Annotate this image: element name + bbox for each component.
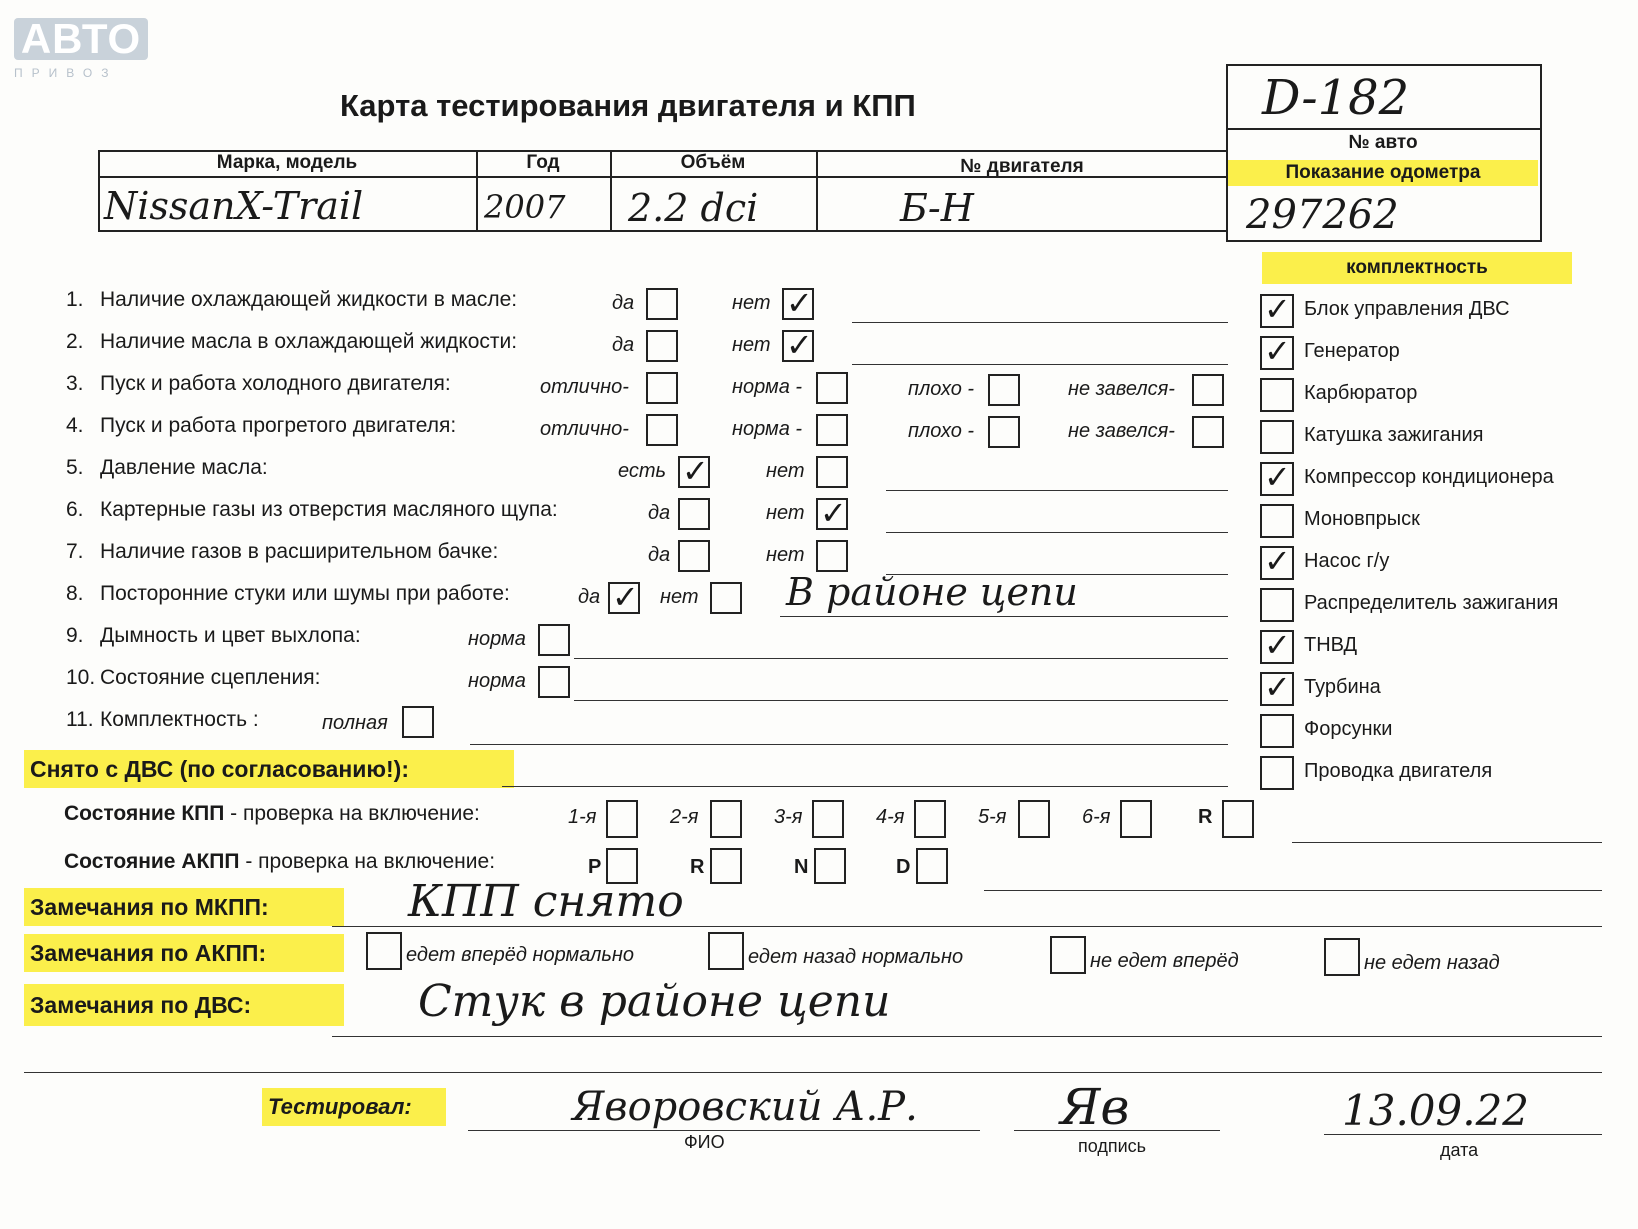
check-icon: ✓ [612,578,639,616]
q2-yes-checkbox[interactable] [646,330,678,362]
col-volume: Объём [680,152,746,173]
check-icon: ✓ [1264,290,1291,328]
komplekt-checkbox-8[interactable] [1260,588,1294,622]
mkpp-notes-value: КПП снято [408,876,684,927]
q4-excellent-checkbox[interactable] [646,414,678,446]
q4-text: Пуск и работа прогретого двигателя: [100,414,457,437]
komplekt-checkbox-6[interactable] [1260,504,1294,538]
q4-not-started-checkbox[interactable] [1192,416,1224,448]
q3-text: Пуск и работа холодного двигателя: [100,372,451,395]
komplekt-checkbox-10[interactable] [1260,668,1294,706]
date-value: 13.09.22 [1342,1086,1530,1135]
akpp-mode-p: P [588,856,602,878]
komplekt-item-label: Генератор [1304,340,1400,362]
q2-no-checkbox[interactable] [782,326,814,364]
kpp-gear-6: 6-я [1082,806,1111,828]
komplekt-item-label: Катушка зажигания [1304,424,1484,446]
q1-no-checkbox[interactable] [782,284,814,322]
komplekt-item-label: ТНВД [1304,634,1358,656]
tested-by-label: Тестировал: [262,1088,446,1126]
komplekt-checkbox-7[interactable] [1260,542,1294,580]
page-title: Карта тестирования двигателя и КПП [340,88,916,123]
col-engine-number: № двигателя [960,156,1084,177]
kpp-gear-5-checkbox[interactable] [1018,800,1050,838]
q3-not-started-checkbox[interactable] [1192,374,1224,406]
check-icon: ✓ [1264,626,1291,664]
q3-bad-checkbox[interactable] [988,374,1020,406]
q4-number: 4. [66,414,84,437]
kpp-gear-1-checkbox[interactable] [606,800,638,838]
q3-opt-not-started: не завелся- [1068,378,1175,400]
q7-number: 7. [66,540,84,563]
q8-opt-no: нет [660,586,699,608]
q1-text: Наличие охлаждающей жидкости в масле: [100,288,518,311]
year-value: 2007 [484,188,566,226]
q9-text: Дымность и цвет выхлопа: [100,624,361,647]
komplekt-title: комплектность [1262,252,1572,284]
q5-text: Давление масла: [100,456,268,479]
dvs-notes-value: Стук в районе цепи [418,976,891,1027]
komplekt-item-label: Турбина [1304,676,1381,698]
q4-opt-excellent: отлично- [540,418,629,440]
auto-number-value: D-182 [1262,70,1410,126]
q6-number: 6. [66,498,84,521]
check-icon: ✓ [820,494,847,532]
akpp-mode-d-checkbox[interactable] [916,848,948,884]
q8-opt-yes: да [578,586,601,608]
q3-number: 3. [66,372,84,395]
tester-name-value: Яворовский А.Р. [572,1084,918,1130]
q7-no-checkbox[interactable] [816,540,848,572]
q8-no-checkbox[interactable] [710,582,742,614]
logo-subtitle: ПРИВОЗ [14,66,118,80]
col-year: Год [526,152,560,173]
q8-text: Посторонние стуки или шумы при работе: [100,582,510,605]
komplekt-checkbox-11[interactable] [1260,714,1294,748]
q2-opt-no: нет [732,334,771,356]
q11-opt-full: полная [322,712,388,734]
komplekt-checkbox-9[interactable] [1260,626,1294,664]
komplekt-item-label: Насос г/у [1304,550,1390,572]
q2-text: Наличие масла в охлаждающей жидкости: [100,330,518,353]
q6-text: Картерные газы из отверстия масляного щупа: [100,498,558,521]
kpp-label: Состояние КПП - проверка на включение: [64,802,480,825]
auto-number-label: № авто [1348,132,1418,153]
q8-yes-checkbox[interactable] [608,578,640,616]
q7-yes-checkbox[interactable] [678,540,710,572]
q9-normal-checkbox[interactable] [538,624,570,656]
removed-section-title: Снято с ДВС (по согласованию!): [24,750,514,788]
akpp-notes-title: Замечания по АКПП: [24,934,344,972]
akpp-mode-n-checkbox[interactable] [814,848,846,884]
komplekt-item-label: Блок управления ДВС [1304,298,1510,320]
mkpp-notes-title: Замечания по МКПП: [24,888,344,926]
q9-number: 9. [66,624,84,647]
akpp-mode-r-checkbox[interactable] [710,848,742,884]
kpp-gear-1: 1-я [568,806,597,828]
q1-opt-no: нет [732,292,771,314]
q11-number: 11. [66,708,94,731]
kpp-gear-3-checkbox[interactable] [812,800,844,838]
akpp-label: Состояние АКПП - проверка на включение: [64,850,496,873]
check-icon: ✓ [682,452,709,490]
q3-excellent-checkbox[interactable] [646,372,678,404]
q1-number: 1. [66,288,84,311]
kpp-gear-2-checkbox[interactable] [710,800,742,838]
komplekt-checkbox-4[interactable] [1260,420,1294,454]
akpp-no-forward-checkbox[interactable] [1050,936,1086,974]
brand-model-value: NissanX-Trail [104,184,364,228]
kpp-gear-r: R [1198,806,1213,828]
q6-no-checkbox[interactable] [816,494,848,532]
kpp-gear-r-checkbox[interactable] [1222,800,1254,838]
q2-number: 2. [66,330,84,353]
volume-value: 2.2 dci [628,186,759,230]
kpp-gear-4: 4-я [876,806,905,828]
akpp-no-backward: не едет назад [1364,952,1500,974]
akpp-forward-ok: едет вперёд нормально [406,944,635,966]
komplekt-checkbox-5[interactable] [1260,458,1294,496]
q6-opt-no: нет [766,502,805,524]
q9-opt-normal: норма [468,628,526,650]
date-label: дата [1440,1140,1479,1160]
q5-no-checkbox[interactable] [816,456,848,488]
q4-opt-normal: норма - [732,418,803,440]
kpp-gear-3: 3-я [774,806,803,828]
akpp-forward-ok-checkbox[interactable] [366,932,402,970]
komplekt-item-label: Форсунки [1304,718,1393,740]
q4-normal-checkbox[interactable] [816,414,848,446]
akpp-mode-r: R [690,856,705,878]
akpp-no-backward-checkbox[interactable] [1324,938,1360,976]
komplekt-checkbox-12[interactable] [1260,756,1294,790]
q3-opt-bad: плохо - [908,378,975,400]
q7-opt-no: нет [766,544,805,566]
akpp-backward-ok: едет назад нормально [748,946,964,968]
q3-opt-excellent: отлично- [540,376,629,398]
q11-text: Комплектность : [100,708,259,731]
fio-label: ФИО [684,1132,725,1152]
check-icon: ✓ [1264,542,1291,580]
check-icon: ✓ [786,284,813,322]
kpp-gear-4-checkbox[interactable] [914,800,946,838]
engine-number-value: Б-Н [900,186,974,230]
q5-yes-checkbox[interactable] [678,452,710,490]
col-brand-model: Марка, модель [216,152,358,173]
q8-number: 8. [66,582,84,605]
q10-number: 10. [66,666,96,689]
komplekt-checkbox-2[interactable] [1260,332,1294,370]
komplekt-checkbox-1[interactable] [1260,290,1294,328]
q5-opt-yes: есть [618,460,667,482]
q2-opt-yes: да [612,334,635,356]
q8-note-value: В районе цепи [786,570,1078,614]
q4-opt-bad: плохо - [908,420,975,442]
komplekt-checkbox-3[interactable] [1260,378,1294,412]
q5-opt-no: нет [766,460,805,482]
check-icon: ✓ [786,326,813,364]
logo: АВТО [14,18,148,60]
akpp-mode-n: N [794,856,809,878]
q4-opt-not-started: не завелся- [1068,420,1175,442]
q4-bad-checkbox[interactable] [988,416,1020,448]
q1-opt-yes: да [612,292,635,314]
check-icon: ✓ [1264,668,1291,706]
q10-normal-checkbox[interactable] [538,666,570,698]
dvs-notes-title: Замечания по ДВС: [24,984,344,1026]
komplekt-item-label: Распределитель зажигания [1304,592,1559,614]
komplekt-item-label: Моновпрыск [1304,508,1420,530]
q10-text: Состояние сцепления: [100,666,321,689]
check-icon: ✓ [1264,332,1291,370]
kpp-gear-2: 2-я [670,806,699,828]
q11-full-checkbox[interactable] [402,706,434,738]
q6-yes-checkbox[interactable] [678,498,710,530]
q1-yes-checkbox[interactable] [646,288,678,320]
akpp-backward-ok-checkbox[interactable] [708,932,744,970]
komplekt-item-label: Карбюратор [1304,382,1418,404]
akpp-mode-d: D [896,856,911,878]
komplekt-item-label: Компрессор кондиционера [1304,466,1554,488]
q6-opt-yes: да [648,502,671,524]
q5-number: 5. [66,456,84,479]
odometer-value: 297262 [1246,192,1399,238]
signature-mark: Яв [1060,1078,1130,1136]
signature-label: подпись [1078,1136,1147,1156]
q3-normal-checkbox[interactable] [816,372,848,404]
q7-opt-yes: да [648,544,671,566]
kpp-gear-5: 5-я [978,806,1007,828]
komplekt-item-label: Проводка двигателя [1304,760,1493,782]
akpp-no-forward: не едет вперёд [1090,950,1239,972]
odometer-label: Показание одометра [1228,160,1538,186]
q3-opt-normal: норма - [732,376,803,398]
kpp-gear-6-checkbox[interactable] [1120,800,1152,838]
check-icon: ✓ [1264,458,1291,496]
q10-opt-normal: норма [468,670,526,692]
q7-text: Наличие газов в расширительном бачке: [100,540,499,563]
